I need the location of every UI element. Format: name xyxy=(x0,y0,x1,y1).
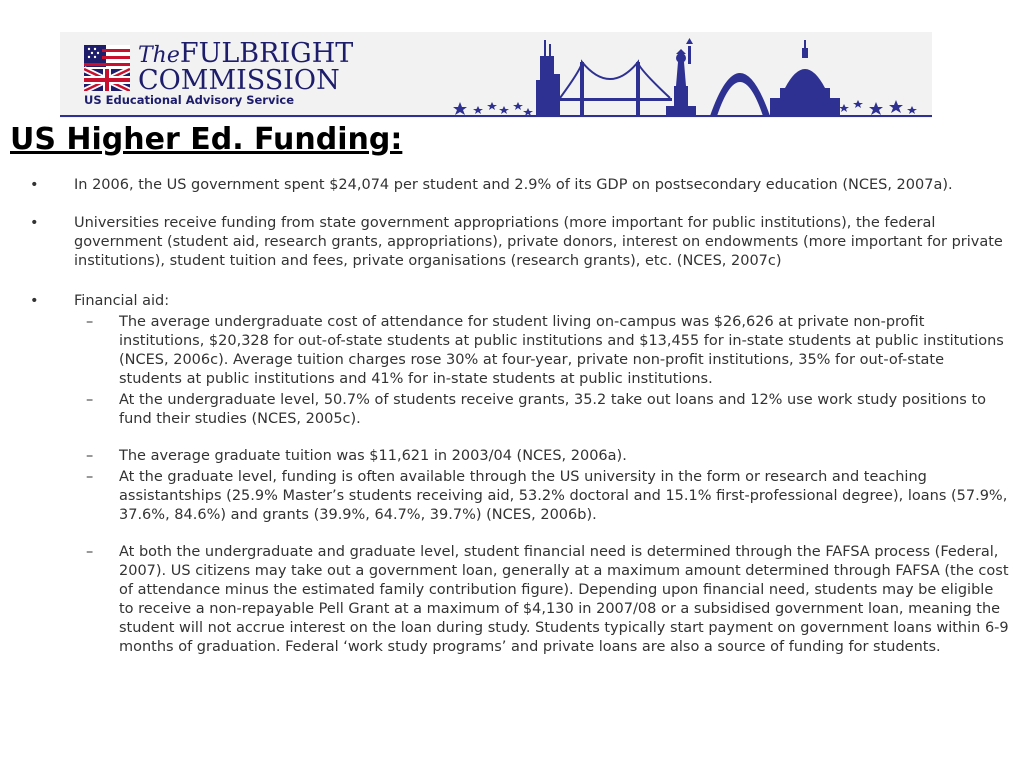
star-icon xyxy=(839,104,849,112)
bullet-text: In 2006, the US government spent $24,074 per student and 2.9% of its GDP on postsecondary education (NCES, 2007a). xyxy=(74,177,953,193)
star-icon xyxy=(907,106,917,114)
star-icon xyxy=(853,100,863,108)
page-title: US Higher Ed. Funding: xyxy=(10,122,403,157)
sub-bullet-item xyxy=(30,313,1010,389)
slide-content xyxy=(30,176,1010,657)
star-icon xyxy=(499,106,509,114)
sub-bullet-item xyxy=(30,391,1010,429)
sub-bullet-item xyxy=(30,447,1010,466)
sub-bullet-marker: – xyxy=(86,448,94,464)
bullet-marker: • xyxy=(30,177,39,193)
star-icon xyxy=(453,102,467,115)
sub-bullet-marker: – xyxy=(86,314,94,330)
bullet-marker: • xyxy=(30,215,39,231)
star-icon xyxy=(473,106,483,114)
logo-fulbright-word: FULBRIGHT xyxy=(179,38,354,69)
bullet-marker: • xyxy=(30,293,39,309)
sub-bullet-marker: – xyxy=(86,392,94,408)
sub-bullet-marker: – xyxy=(86,469,94,485)
star-icon xyxy=(889,100,903,113)
sub-bullet-text: The average undergraduate cost of attendance for student living on-campus was $26,626 at private non-profit institutions, $20,328 for out-of-state students at public institutions and $13,455 for in-state students at public institutions (NCES, 2006c). Average tuition charges rose 30% at four-year, private non-profit institutions, 35% for out-of-state students at public institutions and 41% for in-state students at public institutions. xyxy=(119,314,1004,387)
star-icon xyxy=(869,102,883,115)
bullet-text: Financial aid: xyxy=(74,293,170,309)
logo-subtitle: US Educational Advisory Service xyxy=(84,93,295,107)
logo-commission: COMMISSION xyxy=(138,65,340,96)
sub-bullet-marker: – xyxy=(86,544,94,560)
star-icon xyxy=(487,102,497,110)
sub-bullet-item xyxy=(30,543,1010,657)
bullet-text: Universities receive funding from state government appropriations (more important for public institutions), the federal government (student aid, research grants, appropriations), private donors, interest on endowments (more important for private institutions), student tuition and fees, private organisations (research grants), etc. (NCES, 2007c) xyxy=(74,215,1003,269)
bullet-item xyxy=(30,292,1010,311)
bullet-item xyxy=(30,176,1010,195)
us-skyline-illustration xyxy=(440,36,920,118)
sub-bullet-text: The average graduate tuition was $11,621 in 2003/04 (NCES, 2006a). xyxy=(119,448,627,464)
star-icon xyxy=(523,108,533,116)
uk-us-flag-icon xyxy=(84,45,130,91)
star-icon xyxy=(513,102,523,110)
sub-bullet-text: At both the undergraduate and graduate level, student financial need is determined through the FAFSA process (Federal, 2007). US citizens may take out a government loan, generally at a maximum amount determined through FAFSA (the cost of attendance minus the estimated family contribution figure). Depending upon financial need, students may be eligible to receive a non-repayable Pell Grant at a maximum of $4,130 in 2007/08 or a subsidised government loan, meaning the student will not accrue interest on the loan during study. Students typically start payment on government loans within 6-9 months of graduation. Federal ‘work study programs’ and private loans are also a source of funding for students. xyxy=(119,544,1009,655)
logo-the: The xyxy=(138,43,180,68)
bullet-item xyxy=(30,214,1010,271)
sub-bullet-item xyxy=(30,468,1010,525)
sub-bullet-text: At the graduate level, funding is often available through the US university in the form or research and teaching assistantships (25.9% Master’s students receiving aid, 53.2% doctoral and 15.1% first-professional degree), loans (57.9%, 37.6%, 84.6%) and grants (39.9%, 64.7%, 39.7%) (NCES, 2006b). xyxy=(119,469,1008,523)
sub-bullet-text: At the undergraduate level, 50.7% of students receive grants, 35.2 take out loans and 12% use work study positions to fund their studies (NCES, 2005c). xyxy=(119,392,987,427)
